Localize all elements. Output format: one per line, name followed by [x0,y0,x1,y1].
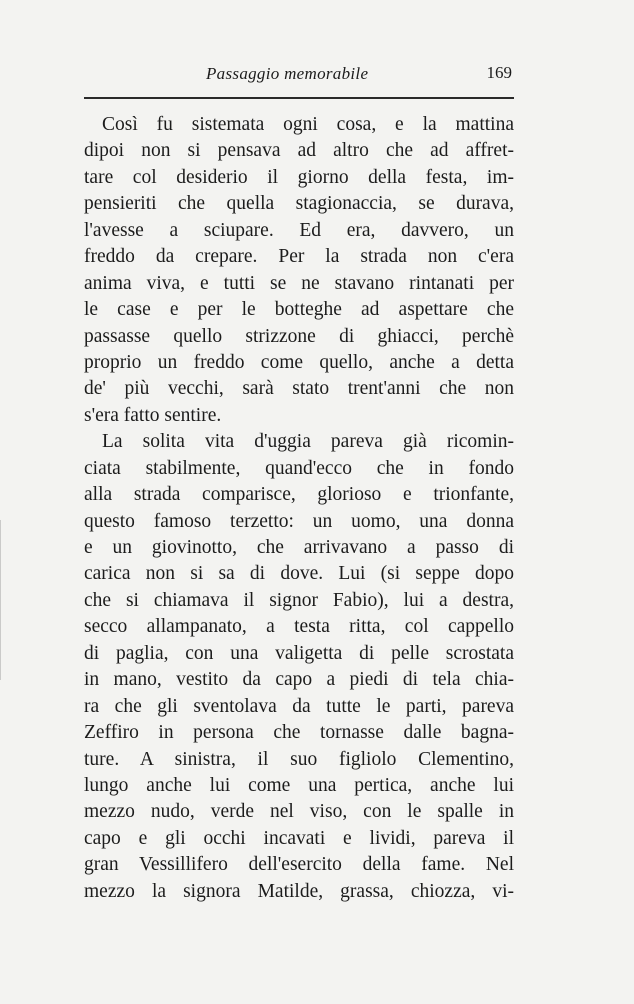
text-line: ture. A sinistra, il suo figliolo Clementino, [84,748,514,770]
text-line: freddo da crepare. Per la strada non c'era [84,246,514,268]
text-line: l'avesse a sciupare. Ed era, davvero, un [84,219,514,241]
body-text [84,112,514,905]
text-line: Così fu sistemata ogni cosa, e la mattina [102,114,514,135]
running-title: Passaggio memorabile [206,64,369,83]
page-header [84,60,514,88]
text-line: anima viva, e tutti se ne stavano rintanati per [84,272,514,294]
text-line: La solita vita d'uggia pareva già ricomin- [102,431,514,453]
text-line: ciata stabilmente, quand'ecco che in fondo [84,457,514,479]
text-line: ra che gli sventolava da tutte le parti, pareva [84,695,514,717]
text-line: e un giovinotto, che arrivavano a passo di [84,537,514,558]
text-line: alla strada comparisce, glorioso e trionfante, [84,484,514,506]
text-line: Zeffiro in persona che tornasse dalle bagna- [84,722,514,744]
text-line: di paglia, con una valigetta di pelle scrostata [84,642,514,664]
text-line: lungo anche lui come una pertica, anche lui [84,774,514,796]
text-line: le case e per le botteghe ad aspettare che [84,299,514,321]
text-line: de' più vecchi, sarà stato trent'anni che non [84,378,514,400]
text-line: che si chiamava il signor Fabio), lui a destra, [84,589,514,611]
text-line: mezzo nudo, verde nel viso, con le spalle in [84,801,514,823]
scan-edge-shadow [0,520,9,680]
text-line: tare col desiderio il giorno della festa, im- [84,166,514,188]
text-line: s'era fatto sentire. [84,404,222,426]
text-line: questo famoso terzetto: un uomo, una donna [84,510,514,532]
text-line: gran Vessillifero dell'esercito della fame. Nel [84,854,514,876]
page-number: 169 [486,63,512,82]
header-rule [84,97,514,99]
text-line: pensieriti che quella stagionaccia, se durava, [84,193,514,215]
text-line: secco allampanato, a testa ritta, col cappello [84,616,514,638]
text-line: dipoi non si pensava ad altro che ad affret- [84,140,514,162]
text-line: carica non si sa di dove. Lui (si seppe dopo [84,563,514,585]
text-line: in mano, vestito da capo a piedi di tela chia- [84,669,514,691]
text-line: capo e gli occhi incavati e lividi, pareva il [84,827,514,849]
text-line: mezzo la signora Matilde, grassa, chiozza, vi- [84,880,514,902]
text-line: passasse quello strizzone di ghiacci, perchè [84,325,514,347]
text-line: proprio un freddo come quello, anche a detta [84,351,514,373]
